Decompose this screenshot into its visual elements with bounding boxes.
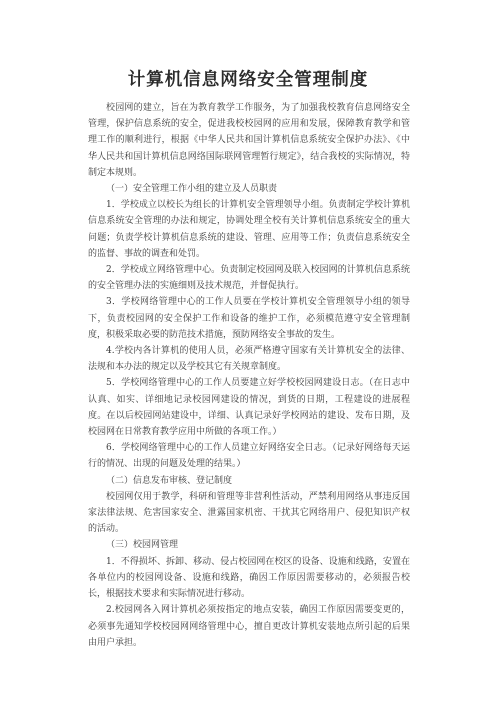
paragraph-item: 1．不得损坏、拆卸、移动、侵占校园网在校区的设备、设施和线路，安置在各单位内的校园网设备、设施和线路，确因工作原因需要移动的，必须报告校长，根据技术要求和实际情况进行移动。 — [88, 556, 410, 600]
paragraph-item: 4.学校内各计算机的使用人员，必须严格遵守国家有关计算机安全的法律、法规和本办法的规定以及学校其它有关规章制度。 — [88, 346, 410, 373]
paragraph-item: 校园网仅用于教学，科研和管理等非营利性活动，严禁利用网络从事违反国家法律法规、危害国家安全、泄露国家机密、干扰其它网络用户、侵犯知识产权的活动。 — [88, 491, 410, 535]
paragraph-item: 3．学校网络管理中心的工作人员要在学校计算机安全管理领导小组的领导下，负责校园网的安全保护工作和设备的维护工作，必须模范遵守安全管理制度，积极采取必要的防范技术措施，预防网络安全事故的发生。 — [88, 297, 410, 340]
document-body — [88, 100, 410, 651]
paragraph-item: 2.校园网各入网计算机必须按指定的地点安装，确因工作原因需要变更的，必须事先通知学校校园网网络管理中心，擅自更改计算机安装地点所引起的后果由用户承担。 — [88, 605, 410, 648]
paragraph-item: 1．学校成立以校长为组长的计算机安全管理领导小组。负责制定学校计算机信息系统安全管理的办法和规定，协调处理全校有关计算机信息系统安全的重大问题；负责学校计算机信息系统的建设、管理、应用等工作；负责信息系统安全的监督、事故的调查和处罚。 — [88, 200, 410, 259]
document-title: 计算机信息网络安全管理制度 — [127, 70, 369, 90]
paragraph-item: 2．学校成立网络管理中心。负责制定校园网及联入校园网的计算机信息系统的安全管理办法的实施细则及技术规范，并督促执行。 — [88, 265, 410, 292]
intro-paragraph: 校园网的建立，旨在为教育教学工作服务，为了加强我校教育信息网络安全管理，保护信息系统的安全，促进我校校园网的应用和发展，保障教育教学和管理工作的顺利进行，根据《中华人民共和国计算机信息系统安全保护办法》、《中华人民共和国计算机信息网络国际联网管理暂行规定》，结合我校的实际情况，特制定本规则。 — [88, 103, 410, 178]
paragraph-item: 6．学校网络管理中心的工作人员建立好网络安全日志。（记录好网络每天运行的情况、出现的问题及处理的结果。） — [88, 443, 410, 470]
section-heading-2: （二）信息发布审核、登记制度 — [106, 475, 233, 486]
section-heading-3: （三）校园网管理 — [106, 540, 179, 551]
paragraph-item: 5．学校网络管理中心的工作人员要建立好学校校园网建设日志。（在日志中认真、如实、详细地记录校园网建设的情况，到货的日期，工程建设的进展程度。在以后校园网站建设中，详细、认真记录好学校网站的建设、发布日期，及校园网在日常教育教学应用中所做的各项工作。） — [88, 378, 410, 438]
section-heading-1: （一）安全管理工作小组的建立及人员职责 — [106, 184, 278, 195]
